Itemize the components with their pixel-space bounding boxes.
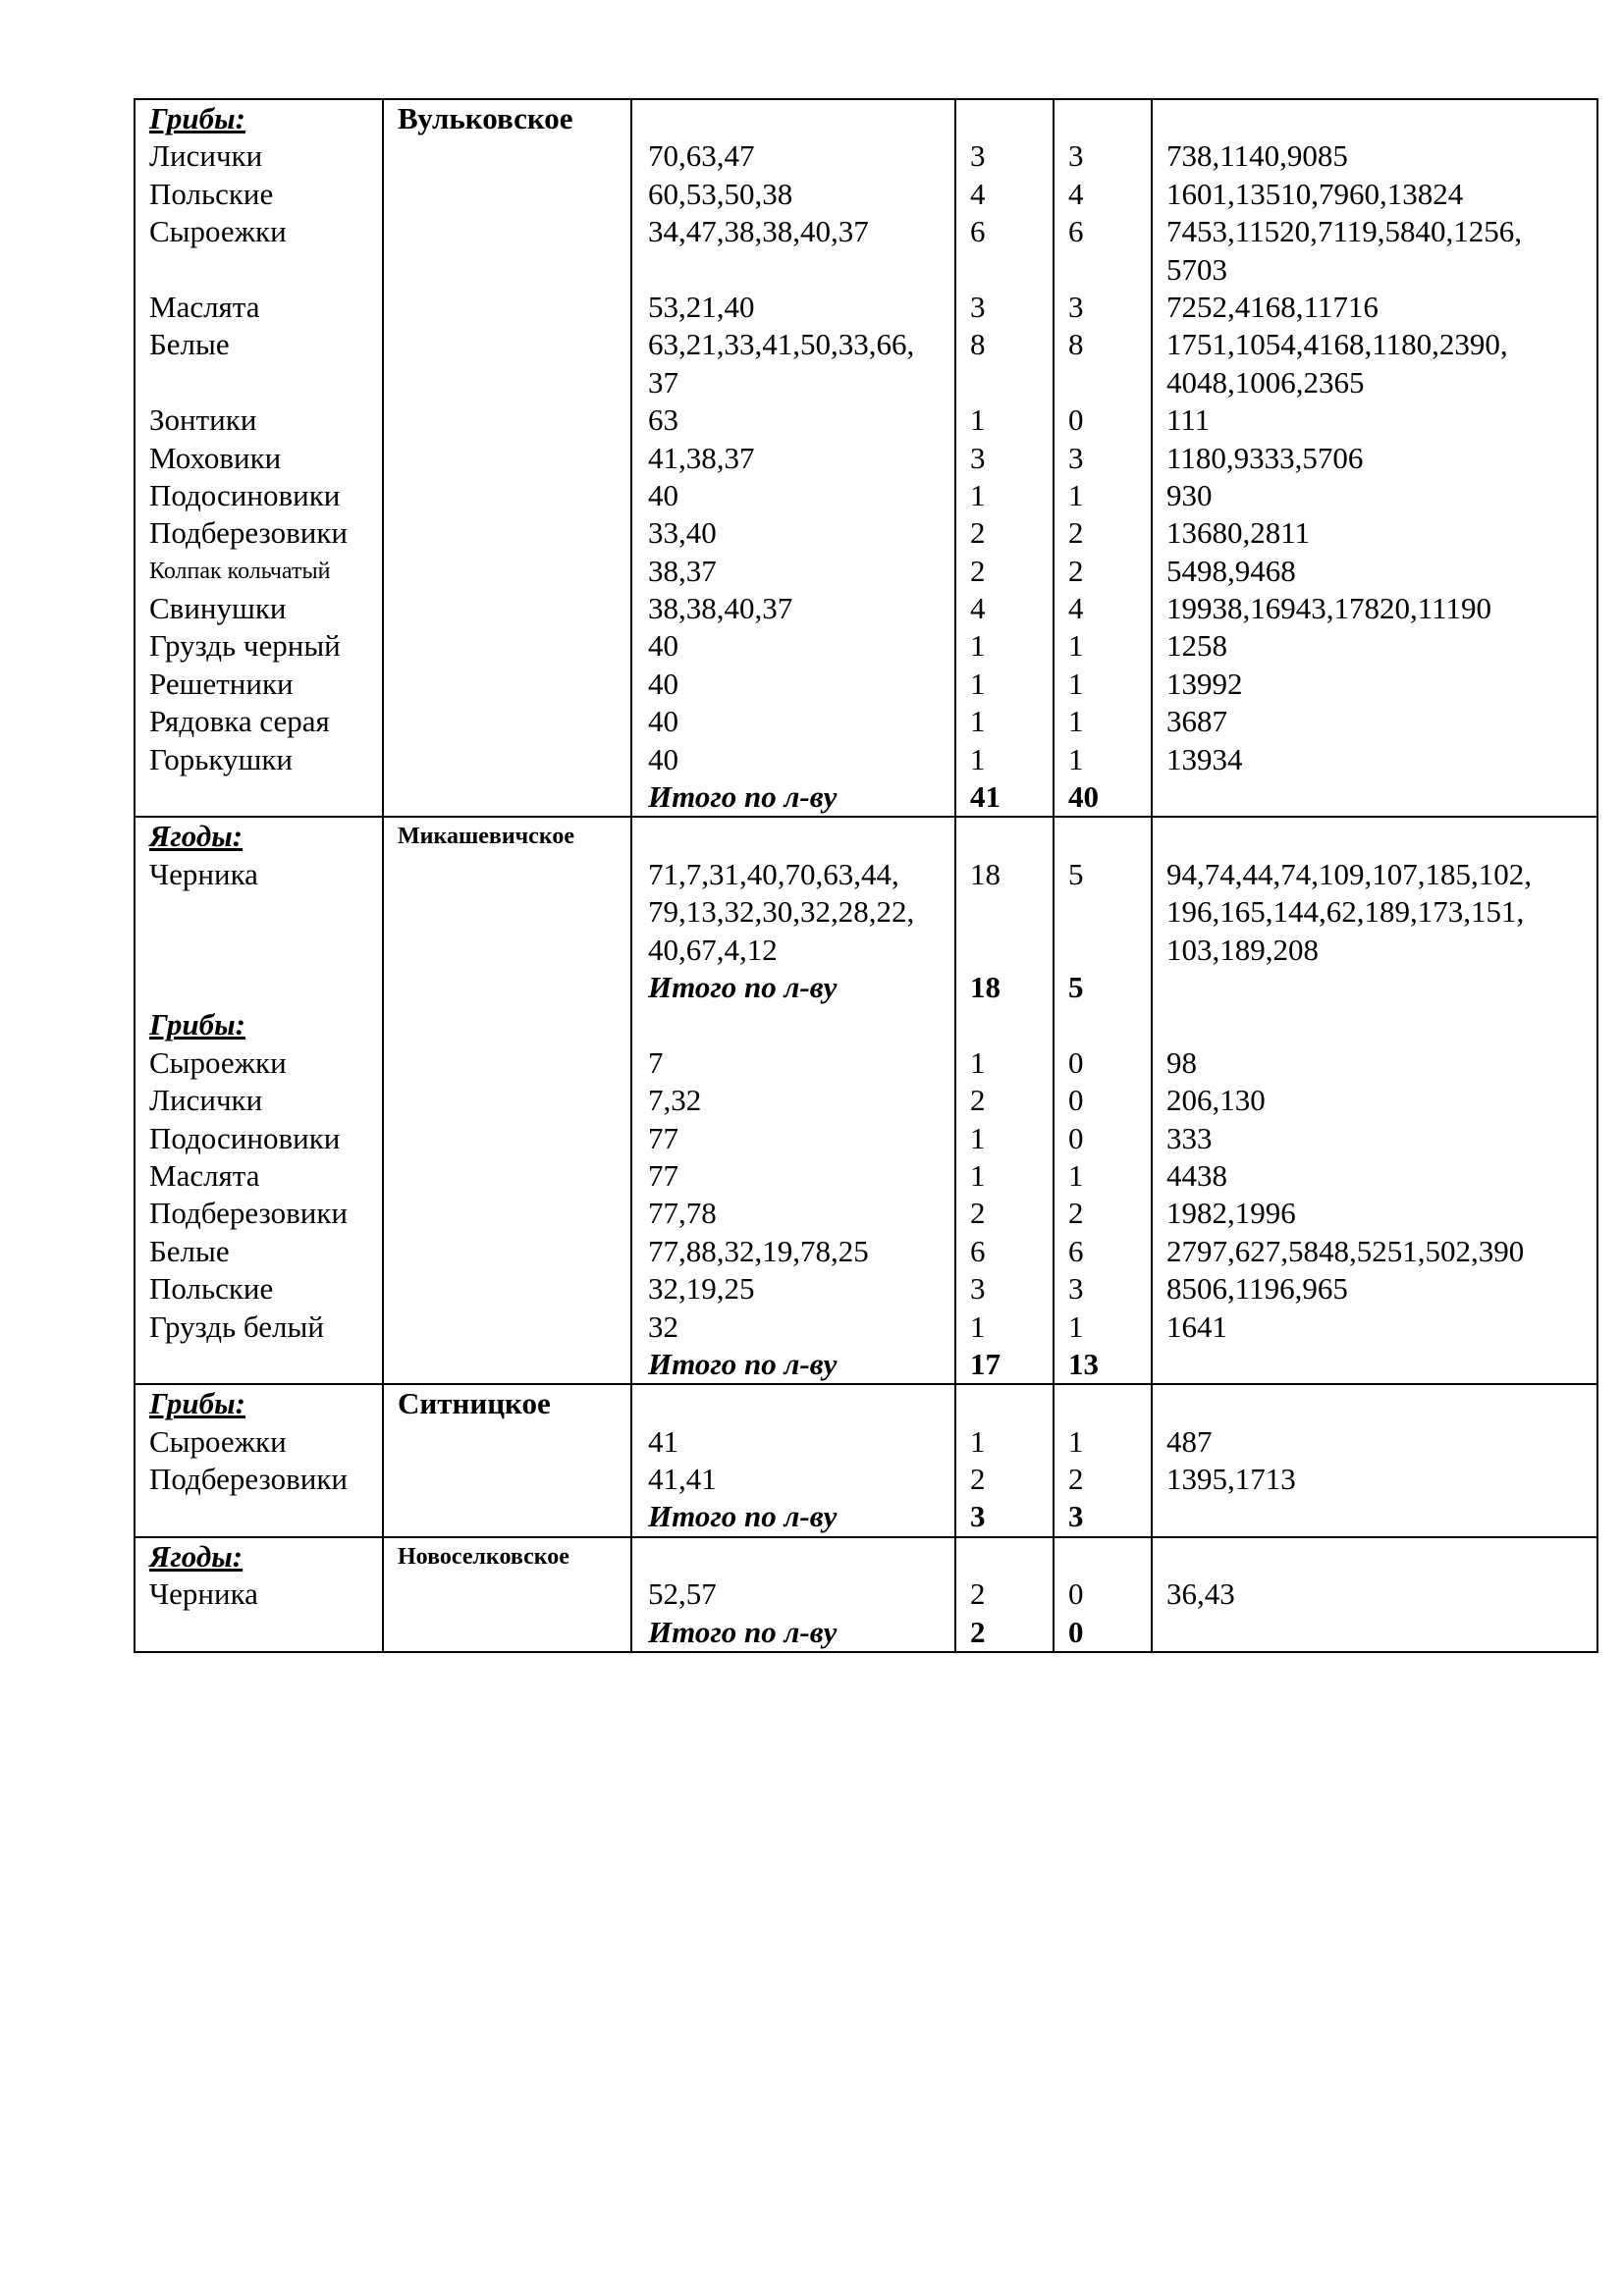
item-numbers: 4048,1006,2365 — [1166, 364, 1365, 400]
total-label: Итого по л-ву — [648, 969, 838, 1004]
spacer — [384, 969, 630, 1006]
item-values: 32 — [648, 1308, 678, 1344]
category-heading: Ягоды: — [149, 819, 243, 854]
section-row — [135, 817, 1597, 1384]
item-count2: 4 — [1068, 176, 1084, 211]
category-heading: Грибы: — [149, 101, 245, 135]
item-values: 70,63,47 — [648, 138, 755, 174]
spacer — [956, 364, 1053, 401]
item-count2: 0 — [1068, 1083, 1084, 1118]
item-values: 60,53,50,38 — [648, 176, 793, 211]
item-values: 33,40 — [648, 515, 717, 551]
item-count1: 18 — [970, 856, 1001, 891]
spacer — [1153, 1498, 1596, 1535]
spacer — [1153, 1346, 1596, 1383]
item-count1: 1 — [970, 741, 986, 776]
spacer — [956, 1006, 1053, 1043]
inventory-table — [134, 98, 1598, 1653]
spacer — [384, 666, 630, 703]
item-values: 77 — [648, 1157, 678, 1193]
item-numbers: 3687 — [1166, 704, 1227, 739]
item-numbers: 36,43 — [1166, 1576, 1235, 1612]
item-count1: 1 — [970, 1157, 986, 1193]
spacer — [632, 1538, 954, 1575]
spacer — [384, 1346, 630, 1383]
total-count1: 3 — [970, 1499, 986, 1534]
item-numbers: 1601,13510,7960,13824 — [1166, 176, 1464, 211]
item-name: Подберезовики — [149, 515, 348, 551]
spacer — [384, 856, 630, 893]
spacer — [384, 1195, 630, 1232]
item-values: 38,37 — [648, 553, 717, 588]
item-values: 32,19,25 — [648, 1271, 755, 1307]
spacer — [384, 1575, 630, 1613]
spacer — [1153, 818, 1596, 855]
item-values: 40,67,4,12 — [648, 932, 778, 967]
item-name: Белые — [149, 1233, 230, 1268]
numbers-cell — [1152, 99, 1597, 817]
item-count2: 1 — [1068, 666, 1084, 701]
item-values: 41,38,37 — [648, 440, 755, 475]
place-name: Микашевичское — [398, 824, 574, 850]
category-heading: Грибы: — [149, 1007, 245, 1042]
place-name: Новоселковское — [398, 1543, 569, 1570]
spacer — [135, 251, 382, 289]
item-count1: 3 — [970, 138, 986, 174]
item-numbers: 7252,4168,11716 — [1166, 289, 1379, 324]
item-count2: 3 — [1068, 289, 1084, 324]
total-count1: 41 — [970, 779, 1001, 815]
spacer — [956, 100, 1053, 137]
spacer — [1055, 893, 1151, 931]
spacer — [384, 1120, 630, 1157]
spacer — [384, 1498, 630, 1535]
item-count1: 1 — [970, 1120, 986, 1155]
item-name: Подосиновики — [149, 1120, 341, 1155]
item-numbers: 5498,9468 — [1166, 553, 1296, 588]
total-count2: 0 — [1068, 1614, 1084, 1649]
spacer — [632, 251, 954, 289]
values-cell — [631, 817, 955, 1384]
spacer — [956, 251, 1053, 289]
item-count1: 8 — [970, 327, 986, 362]
spacer — [384, 1461, 630, 1498]
category-cell — [135, 817, 383, 1384]
item-numbers: 13934 — [1166, 741, 1243, 776]
spacer — [1055, 364, 1151, 401]
item-count2: 3 — [1068, 1271, 1084, 1307]
item-numbers: 103,189,208 — [1166, 932, 1319, 967]
item-name: Польские — [149, 176, 274, 211]
spacer — [135, 364, 382, 401]
item-count2: 2 — [1068, 553, 1084, 588]
item-count2: 6 — [1068, 1233, 1084, 1268]
spacer — [135, 1346, 382, 1383]
count2-cell — [1054, 99, 1152, 817]
spacer — [384, 1423, 630, 1461]
place-cell — [383, 99, 631, 817]
item-name: Рядовка серая — [149, 704, 330, 739]
spacer — [1153, 1614, 1596, 1651]
numbers-cell — [1152, 1384, 1597, 1537]
item-count2: 3 — [1068, 138, 1084, 174]
spacer — [384, 176, 630, 213]
item-name: Польские — [149, 1271, 274, 1307]
spacer — [384, 778, 630, 816]
spacer — [956, 1385, 1053, 1422]
item-values: 77 — [648, 1120, 678, 1155]
spacer — [135, 1498, 382, 1535]
item-numbers: 1641 — [1166, 1308, 1227, 1344]
spacer — [384, 1082, 630, 1119]
spacer — [135, 893, 382, 931]
item-count1: 2 — [970, 553, 986, 588]
item-count2: 6 — [1068, 214, 1084, 249]
section-row — [135, 1384, 1597, 1537]
total-count2: 3 — [1068, 1499, 1084, 1534]
item-numbers: 333 — [1166, 1120, 1213, 1155]
spacer — [384, 213, 630, 250]
spacer — [384, 703, 630, 740]
item-numbers: 5703 — [1166, 251, 1227, 287]
item-count1: 2 — [970, 1196, 986, 1231]
item-name: Черника — [149, 856, 258, 891]
item-values: 79,13,32,30,32,28,22, — [648, 894, 915, 930]
item-numbers: 1982,1996 — [1166, 1196, 1296, 1231]
item-count2: 2 — [1068, 1462, 1084, 1497]
spacer — [384, 627, 630, 665]
item-name: Моховики — [149, 440, 282, 475]
total-count1: 17 — [970, 1346, 1001, 1381]
item-count1: 1 — [970, 1044, 986, 1080]
item-values: 52,57 — [648, 1576, 717, 1612]
spacer — [384, 1308, 630, 1346]
total-count2: 13 — [1068, 1346, 1099, 1381]
item-count2: 0 — [1068, 1576, 1084, 1612]
item-values: 40 — [648, 477, 678, 512]
item-name: Маслята — [149, 1157, 260, 1193]
total-count2: 5 — [1068, 969, 1084, 1004]
item-count2: 1 — [1068, 741, 1084, 776]
spacer — [1055, 932, 1151, 969]
section-row — [135, 1537, 1597, 1652]
spacer — [384, 514, 630, 552]
numbers-cell — [1152, 1537, 1597, 1652]
item-values: 40 — [648, 666, 678, 701]
count1-cell — [955, 1537, 1054, 1652]
item-numbers: 94,74,44,74,109,107,185,102, — [1166, 856, 1532, 891]
item-name: Лисички — [149, 138, 263, 174]
spacer — [1153, 1006, 1596, 1043]
item-name: Лисички — [149, 1083, 263, 1118]
item-numbers: 19938,16943,17820,11190 — [1166, 591, 1491, 626]
item-count1: 3 — [970, 1271, 986, 1307]
spacer — [384, 289, 630, 326]
item-count2: 1 — [1068, 477, 1084, 512]
spacer — [135, 778, 382, 816]
values-cell — [631, 1384, 955, 1537]
count2-cell — [1054, 817, 1152, 1384]
values-cell — [631, 99, 955, 817]
item-count1: 4 — [970, 591, 986, 626]
item-values: 63,21,33,41,50,33,66, — [648, 327, 915, 362]
spacer — [135, 1614, 382, 1651]
category-cell — [135, 99, 383, 817]
item-values: 38,38,40,37 — [648, 591, 793, 626]
item-name: Сыроежки — [149, 214, 287, 249]
item-numbers: 13680,2811 — [1166, 515, 1311, 551]
section-row — [135, 99, 1597, 817]
spacer — [384, 1157, 630, 1195]
count1-cell — [955, 817, 1054, 1384]
place-cell — [383, 817, 631, 1384]
item-name: Подосиновики — [149, 477, 341, 512]
total-count2: 40 — [1068, 779, 1099, 815]
spacer — [956, 1538, 1053, 1575]
item-numbers: 111 — [1166, 402, 1211, 438]
spacer — [956, 893, 1053, 931]
item-count2: 1 — [1068, 704, 1084, 739]
item-values: 37 — [648, 364, 678, 400]
item-count1: 1 — [970, 704, 986, 739]
spacer — [1055, 1538, 1151, 1575]
category-heading: Грибы: — [149, 1386, 245, 1421]
item-values: 77,78 — [648, 1196, 717, 1231]
item-name: Груздь черный — [149, 628, 341, 664]
item-numbers: 1180,9333,5706 — [1166, 440, 1364, 475]
item-values: 63 — [648, 402, 678, 438]
item-numbers: 1258 — [1166, 628, 1227, 664]
item-count2: 0 — [1068, 402, 1084, 438]
item-count2: 0 — [1068, 1044, 1084, 1080]
spacer — [384, 251, 630, 289]
item-values: 41,41 — [648, 1462, 717, 1497]
item-count2: 2 — [1068, 1196, 1084, 1231]
item-count2: 1 — [1068, 1423, 1084, 1459]
item-numbers: 8506,1196,965 — [1166, 1271, 1348, 1307]
spacer — [632, 100, 954, 137]
total-label: Итого по л-ву — [648, 1499, 838, 1534]
item-name: Подберезовики — [149, 1196, 348, 1231]
spacer — [384, 1006, 630, 1043]
count1-cell — [955, 99, 1054, 817]
count1-cell — [955, 1384, 1054, 1537]
spacer — [384, 477, 630, 514]
item-values: 53,21,40 — [648, 289, 755, 324]
item-count1: 3 — [970, 289, 986, 324]
item-name: Подберезовики — [149, 1462, 348, 1497]
item-values: 77,88,32,19,78,25 — [648, 1233, 869, 1268]
item-name: Черника — [149, 1576, 258, 1612]
place-name: Вульковское — [398, 101, 573, 135]
item-name: Свинушки — [149, 591, 287, 626]
spacer — [384, 741, 630, 778]
spacer — [384, 364, 630, 401]
item-count1: 2 — [970, 1462, 986, 1497]
spacer — [384, 1233, 630, 1270]
category-heading: Ягоды: — [149, 1538, 243, 1574]
item-name: Белые — [149, 327, 230, 362]
item-numbers: 98 — [1166, 1044, 1197, 1080]
item-numbers: 4438 — [1166, 1157, 1227, 1193]
item-numbers: 13992 — [1166, 666, 1243, 701]
item-count1: 1 — [970, 1308, 986, 1344]
spacer — [135, 969, 382, 1006]
item-values: 7 — [648, 1044, 664, 1080]
item-numbers: 1395,1713 — [1166, 1462, 1296, 1497]
spacer — [1153, 1538, 1596, 1575]
category-cell — [135, 1384, 383, 1537]
spacer — [384, 1270, 630, 1308]
category-cell — [135, 1537, 383, 1652]
spacer — [384, 1614, 630, 1651]
item-count2: 5 — [1068, 856, 1084, 891]
item-count2: 1 — [1068, 1157, 1084, 1193]
total-count1: 18 — [970, 969, 1001, 1004]
item-values: 40 — [648, 741, 678, 776]
item-count1: 1 — [970, 402, 986, 438]
item-count1: 2 — [970, 515, 986, 551]
spacer — [1055, 251, 1151, 289]
spacer — [135, 932, 382, 969]
total-label: Итого по л-ву — [648, 1614, 838, 1649]
item-count1: 3 — [970, 440, 986, 475]
spacer — [632, 818, 954, 855]
inventory-table-body — [135, 99, 1597, 1652]
item-name: Маслята — [149, 289, 260, 324]
total-label: Итого по л-ву — [648, 1346, 838, 1381]
item-numbers: 738,1140,9085 — [1166, 138, 1348, 174]
item-values: 34,47,38,38,40,37 — [648, 214, 869, 249]
values-cell — [631, 1537, 955, 1652]
count2-cell — [1054, 1384, 1152, 1537]
item-count2: 4 — [1068, 591, 1084, 626]
item-name: Решетники — [149, 666, 294, 701]
item-count1: 2 — [970, 1576, 986, 1612]
total-label: Итого по л-ву — [648, 779, 838, 815]
spacer — [384, 553, 630, 590]
spacer — [1055, 100, 1151, 137]
place-cell — [383, 1537, 631, 1652]
item-count1: 2 — [970, 1083, 986, 1118]
item-count2: 1 — [1068, 628, 1084, 664]
item-numbers: 196,165,144,62,189,173,151, — [1166, 894, 1525, 930]
item-count2: 2 — [1068, 515, 1084, 551]
item-name: Сыроежки — [149, 1423, 287, 1459]
spacer — [632, 1385, 954, 1422]
item-name: Зонтики — [149, 402, 257, 438]
item-numbers: 2797,627,5848,5251,502,390 — [1166, 1233, 1525, 1268]
item-numbers: 206,130 — [1166, 1083, 1266, 1118]
spacer — [1153, 1385, 1596, 1422]
item-count1: 4 — [970, 176, 986, 211]
total-count1: 2 — [970, 1614, 986, 1649]
item-values: 40 — [648, 628, 678, 664]
spacer — [1055, 1385, 1151, 1422]
place-name: Ситницкое — [398, 1386, 551, 1421]
item-count2: 1 — [1068, 1308, 1084, 1344]
item-name: Горькушки — [149, 741, 293, 776]
item-count2: 8 — [1068, 327, 1084, 362]
item-name: Сыроежки — [149, 1044, 287, 1080]
item-count1: 1 — [970, 628, 986, 664]
item-count1: 6 — [970, 214, 986, 249]
item-values: 41 — [648, 1423, 678, 1459]
spacer — [384, 137, 630, 175]
spacer — [956, 818, 1053, 855]
item-numbers: 487 — [1166, 1423, 1213, 1459]
item-count2: 3 — [1068, 440, 1084, 475]
spacer — [1153, 778, 1596, 816]
spacer — [384, 1044, 630, 1082]
item-numbers: 930 — [1166, 477, 1213, 512]
item-count1: 1 — [970, 666, 986, 701]
spacer — [956, 932, 1053, 969]
spacer — [384, 401, 630, 439]
spacer — [1153, 100, 1596, 137]
item-values: 40 — [648, 704, 678, 739]
item-count1: 6 — [970, 1233, 986, 1268]
item-count2: 0 — [1068, 1120, 1084, 1155]
count2-cell — [1054, 1537, 1152, 1652]
spacer — [384, 893, 630, 931]
spacer — [632, 1006, 954, 1043]
item-count1: 1 — [970, 477, 986, 512]
spacer — [384, 326, 630, 363]
spacer — [1055, 818, 1151, 855]
item-values: 71,7,31,40,70,63,44, — [648, 856, 899, 891]
spacer — [384, 590, 630, 627]
item-name: Груздь белый — [149, 1308, 324, 1344]
spacer — [1055, 1006, 1151, 1043]
spacer — [384, 932, 630, 969]
spacer — [384, 440, 630, 477]
item-count1: 1 — [970, 1423, 986, 1459]
item-numbers: 1751,1054,4168,1180,2390, — [1166, 327, 1508, 362]
item-name: Колпак кольчатый — [149, 558, 331, 584]
spacer — [1153, 969, 1596, 1006]
numbers-cell — [1152, 817, 1597, 1384]
place-cell — [383, 1384, 631, 1537]
item-numbers: 7453,11520,7119,5840,1256, — [1166, 214, 1522, 249]
item-values: 7,32 — [648, 1083, 702, 1118]
